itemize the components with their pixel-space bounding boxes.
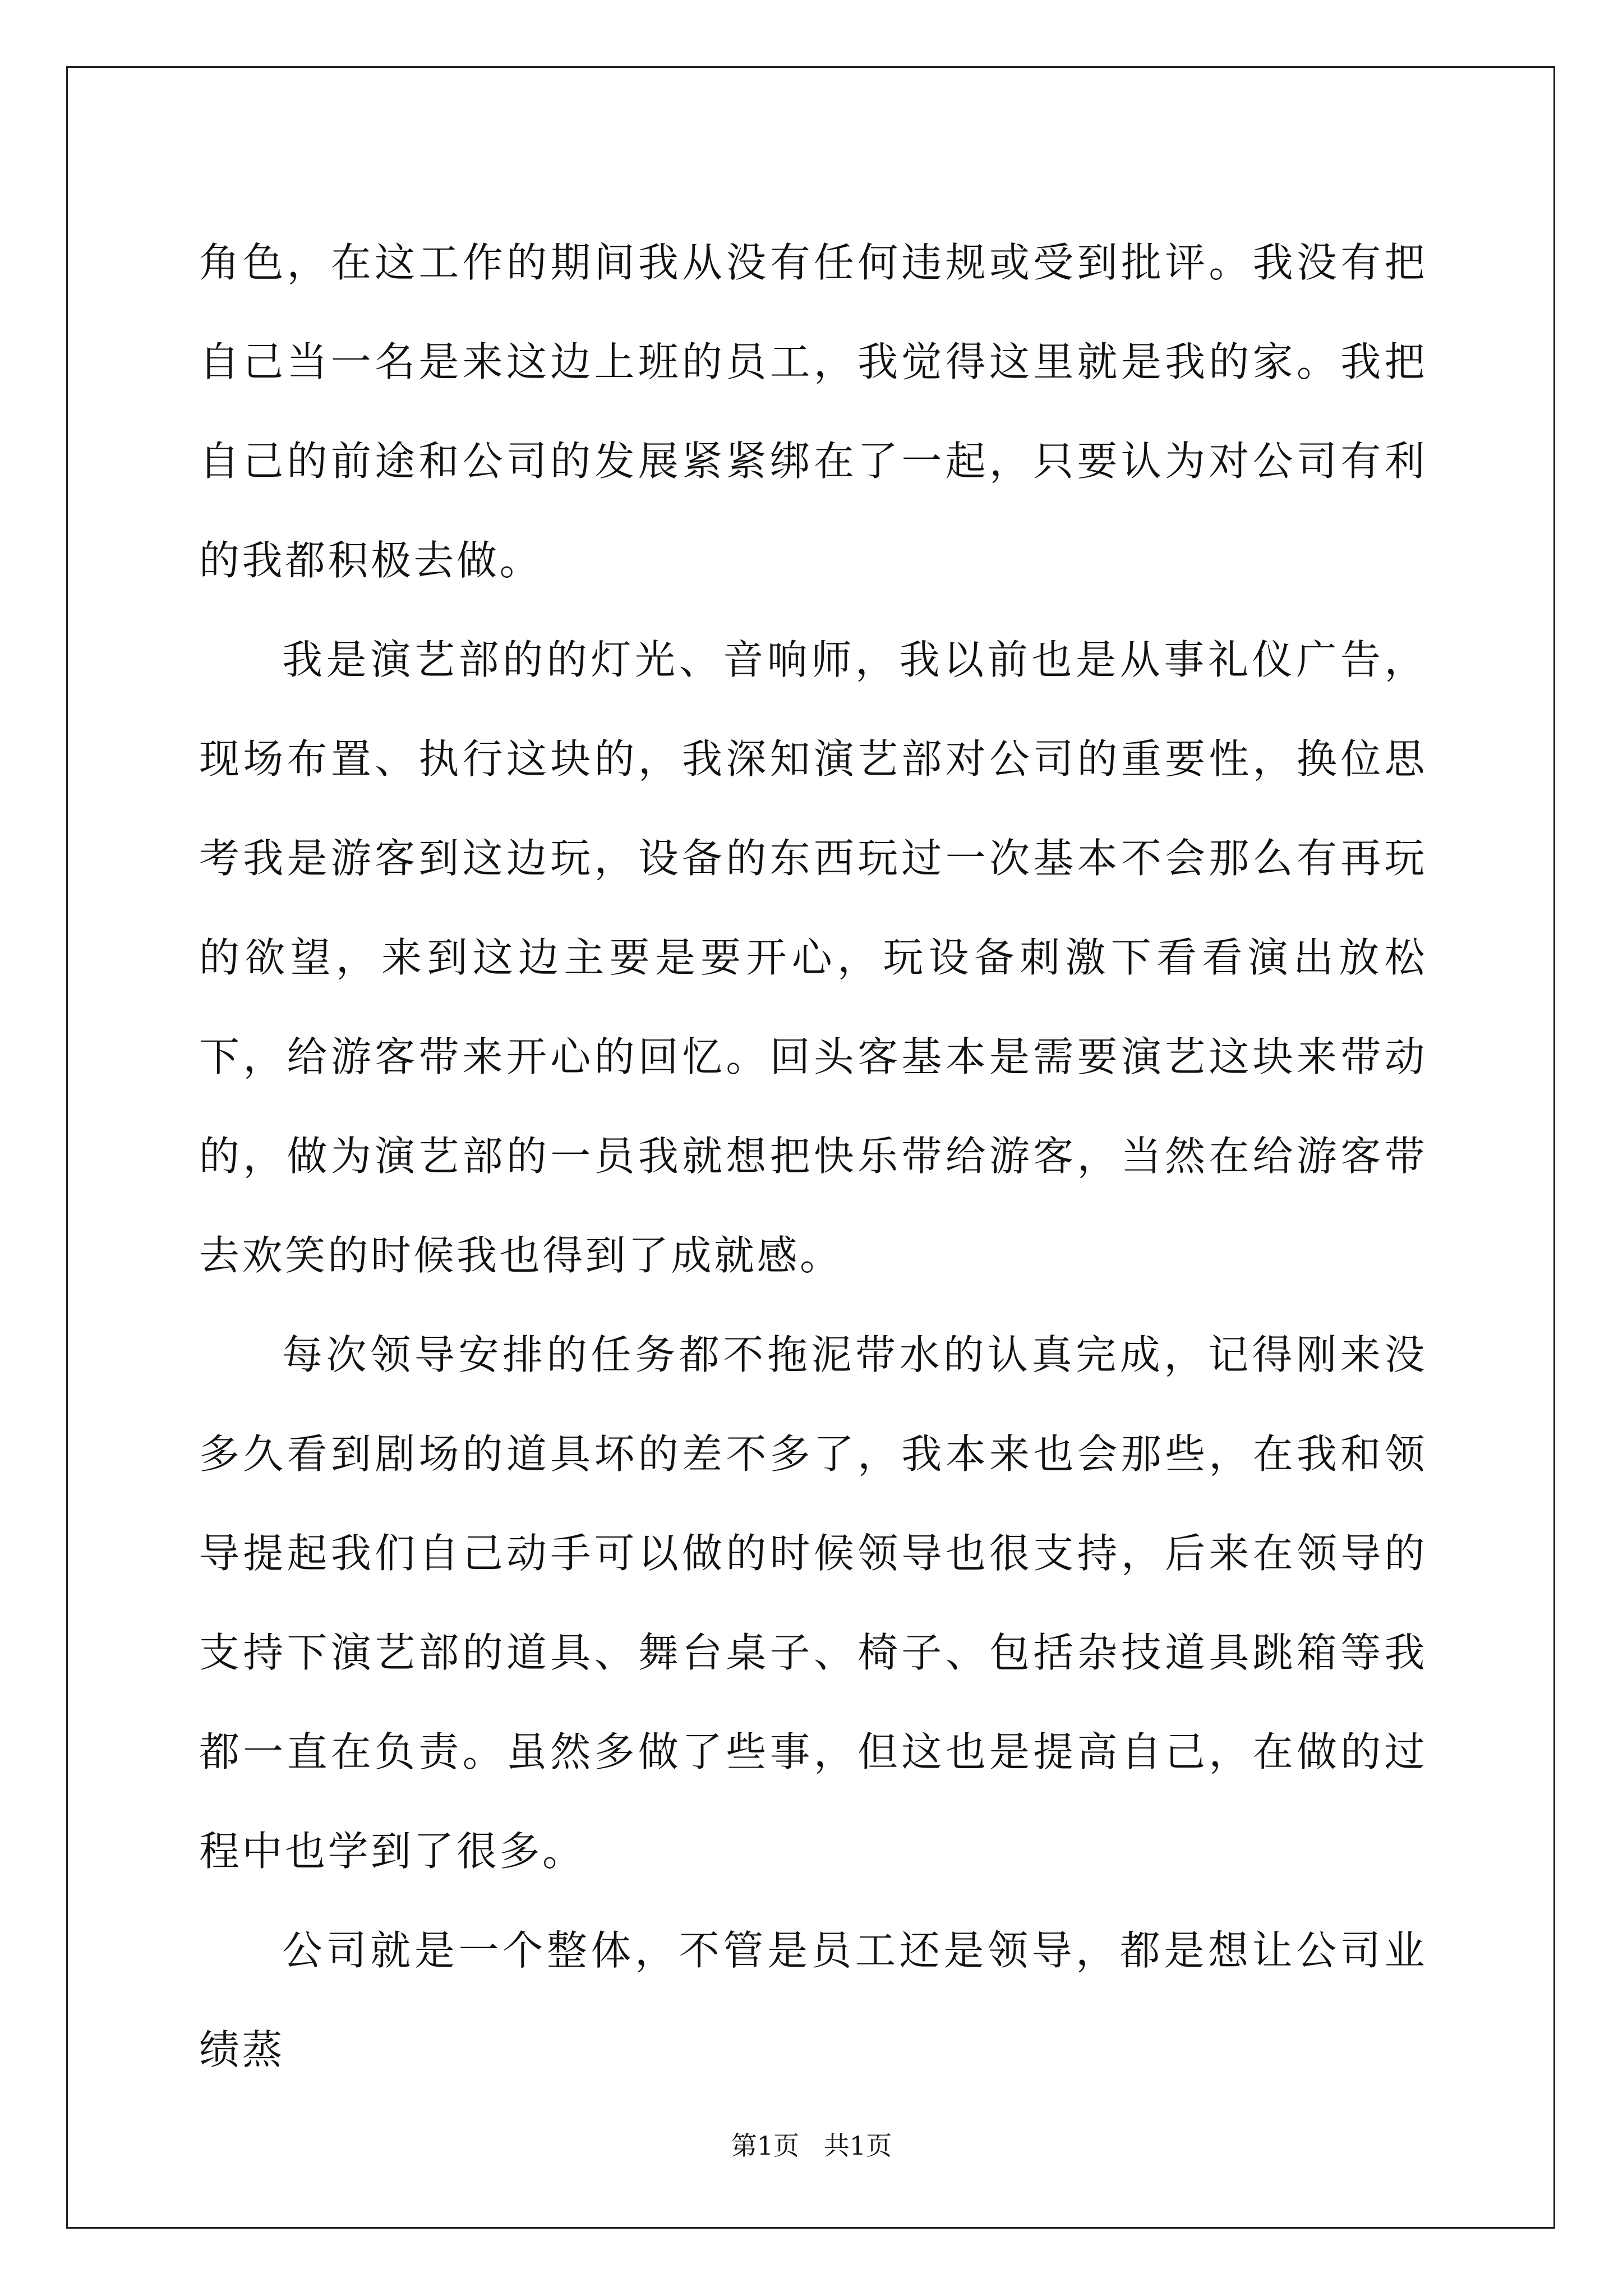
paragraph-3: 每次领导安排的任务都不拖泥带水的认真完成，记得刚来没多久看到剧场的道具坏的差不多了，我本来也会那些，在我和领导提起我们自己动手可以做的时候领导也很支持，后来在领导的支持下演艺部的道具、舞台桌子、椅子、包括杂技道具跳箱等我都一直在负责。虽然多做了些事，但这也是提高自己，在做的过程中也学到了很多。	[199, 1331, 1427, 1875]
paragraph-2: 我是演艺部的的灯光、音响师，我以前也是从事礼仪广告，现场布置、执行这块的，我深知演艺部对公司的重要性，换位思考我是游客到这边玩，设备的东西玩过一次基本不会那么有再玩的欲望，来到这边主要是要开心，玩设备刺激下看看演出放松下，给游客带来开心的回忆。回头客基本是需要演艺这块来带动的，做为演艺部的一员我就想把快乐带给游客，当然在给游客带去欢笑的时候我也得到了成就感。	[199, 636, 1427, 1279]
paragraph-1: 角色，在这工作的期间我从没有任何违规或受到批评。我没有把自己当一名是来这边上班的员工，我觉得这里就是我的家。我把自己的前途和公司的发展紧紧绑在了一起，只要认为对公司有利的我都积极去做。	[199, 239, 1427, 584]
document-body	[199, 213, 1427, 2100]
page-footer: 第1页 共1页	[731, 2131, 892, 2161]
paragraph-4: 公司就是一个整体，不管是员工还是领导，都是想让公司业绩蒸	[199, 1927, 1427, 2073]
